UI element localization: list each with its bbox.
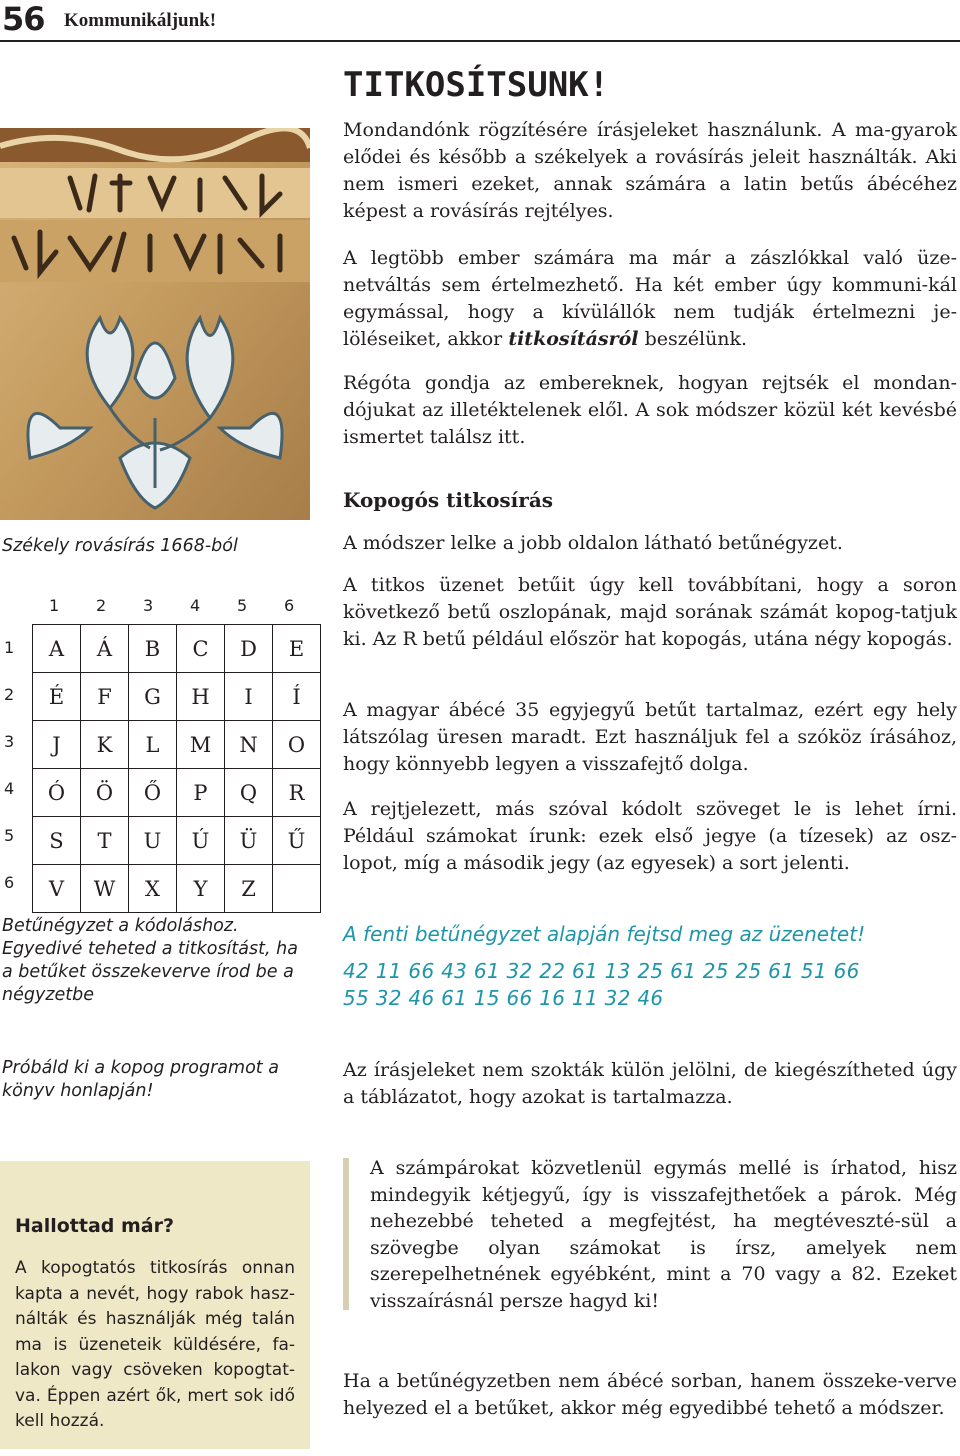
grid-cell: C [177,625,225,673]
grid-cell: Á [81,625,129,673]
grid-cell: U [129,817,177,865]
rovasiras-carving-image [0,128,310,520]
col-header: 3 [143,596,154,615]
grid-cell: Q [225,769,273,817]
row-header: 3 [4,732,15,751]
grid-cell: Y [177,865,225,913]
col-header: 6 [284,596,295,615]
grid-cell: Ü [225,817,273,865]
grid-cell: F [81,673,129,721]
grid-cell: B [129,625,177,673]
grid-cell: Ó [33,769,81,817]
row-header: 6 [4,873,15,892]
grid-cell: Ű [273,817,321,865]
grid-row [33,769,321,817]
grid-cell: E [273,625,321,673]
section-heading: Kopogós titkosírás [343,488,554,512]
running-title: Kommunikáljunk! [64,10,217,31]
did-you-know-box [0,1161,310,1449]
grid-cell: N [225,721,273,769]
row-header: 1 [4,638,15,657]
grid-cell: Ő [129,769,177,817]
grid-cell: O [273,721,321,769]
grid-cell: J [33,721,81,769]
grid-cell: L [129,721,177,769]
intro-p2-text: A legtöbb ember számára ma már a zászlókkal való üze-netváltás sem értelmezhető. Ha két ember úgy kommuni-kál egymással, hogy a kívülállók nem tudják értelmezni je-löléseiket, akkor [343,247,957,350]
section-paragraph-4: A rejtjelezett, más szóval kódolt szöveget le is lehet írni. Például számokat írunk: ezek első jegye (a tízesek) az osz-lopot, míg a második jegy (az egyesek) a sort jelenti. [343,798,957,874]
carving-illustration [0,128,310,520]
intro-p2-emphasis: titkosításról [508,328,639,350]
final-paragraph: Ha a betűnégyzetben nem ábécé sorban, hanem összeke-verve helyezed el a betűket, akkor még egyedibbé tehető a módszer. [343,1370,957,1419]
grid-cell: S [33,817,81,865]
page-number: 56 [2,0,45,38]
intro-p2-end: beszélünk. [644,328,748,350]
cipher-message [343,958,860,1012]
box-title: Hallottad már? [15,1215,175,1237]
grid-cell: G [129,673,177,721]
col-header: 4 [190,596,201,615]
cipher-line-1: 42 11 66 43 61 32 22 61 13 25 61 25 25 61 51 66 [343,959,860,983]
grid-cell: X [129,865,177,913]
grid-cell: I [225,673,273,721]
grid-cell: R [273,769,321,817]
grid-cell: K [81,721,129,769]
intro-paragraph-2 [343,245,957,353]
grid-caption: Betűnégyzet a kódoláshoz. Egyedivé teheted a titkosítást, ha a betűket összekeverve írod be a négyzetbe [2,916,298,1005]
section-paragraph-2: A titkos üzenet betűit úgy kell továbbítani, hogy a soron következő betű oszlopának, majd sorának számát kopog-tatjuk ki. Az R betű például először hat kopogás, utána négy kopogás. [343,574,957,650]
program-note: Próbáld ki a kopog programot a könyv honlapján! [2,1058,279,1101]
section-paragraph-1: A módszer lelke a jobb oldalon látható betűnégyzet. [343,532,843,554]
grid-row [33,721,321,769]
intro-paragraph-1: Mondandónk rögzítésére írásjeleket használunk. A ma-gyarok elődei és később a székelyek a rovásírás jeleit használták. Aki nem ismeri ezeket, annak számára a latin betűs ábécéhez képest a rovásírás rejtélyes. [343,119,957,222]
grid-row [33,817,321,865]
grid-cell: M [177,721,225,769]
grid-cell: H [177,673,225,721]
grid-row [33,625,321,673]
grid-cell: É [33,673,81,721]
box-text: A kopogtatós titkosírás onnan kapta a nevét, hogy rabok hasz-nálták és használják még talán ma is üzeneteik küldésére, fa-lakon vagy csöveken kopogtat-va. Éppen azért ők, mert sok idő kell hozzá. [15,1258,295,1431]
grid-row [33,673,321,721]
letter-grid [32,624,321,913]
grid-cell: W [81,865,129,913]
col-header: 5 [237,596,248,615]
grid-cell: P [177,769,225,817]
task-prompt: A fenti betűnégyzet alapján fejtsd meg az üzenetet! [343,922,866,946]
image-caption: Székely rovásírás 1668-ból [2,536,238,556]
grid-cell: Ö [81,769,129,817]
grid-cell: D [225,625,273,673]
grid-row [33,865,321,913]
cipher-line-2: 55 32 46 61 15 66 16 11 32 46 [343,986,664,1010]
row-header: 4 [4,779,15,798]
grid-cell: Ú [177,817,225,865]
section-paragraph-3: A magyar ábécé 35 egyjegyű betűt tartalmaz, ezért egy hely látszólag üresen maradt. Ezt használjuk fel a szóköz írásához, hogy könnyebb legyen a visszafejtő dolga. [343,699,957,775]
grid-cell [273,865,321,913]
grid-cell: A [33,625,81,673]
grid-cell: Z [225,865,273,913]
col-header: 1 [49,596,60,615]
header-rule [0,40,960,42]
page-title: TITKOSÍTSUNK! [343,65,610,105]
punctuation-paragraph: Az írásjeleket nem szokták külön jelölni, de kiegészítheted úgy a táblázatot, hogy azokat is tartalmazza. [343,1059,957,1108]
col-header: 2 [96,596,107,615]
grid-cell: V [33,865,81,913]
quote-bar [343,1158,349,1310]
grid-cell: T [81,817,129,865]
row-header: 5 [4,826,15,845]
tip-quote: A számpárokat közvetlenül egymás mellé is írhatod, hisz mindegyik kétjegyű, így is visszafejthetőek a párok. Még nehezebbé teheted a megfejtést, ha megtéveszté-sül a szövegbe olyan számokat is írsz, amelyek nem szerepelhetnének egyébként, mint a 70 vagy a 82. Ezeket visszaírásnál persze hagyd ki! [370,1157,957,1312]
row-header: 2 [4,685,15,704]
grid-cell: Í [273,673,321,721]
intro-paragraph-3: Régóta gondja az embereknek, hogyan rejtsék el mondan-dójukat az illetéktelenek elől. A sok módszer közül két kevésbé ismertet találsz itt. [343,372,957,448]
